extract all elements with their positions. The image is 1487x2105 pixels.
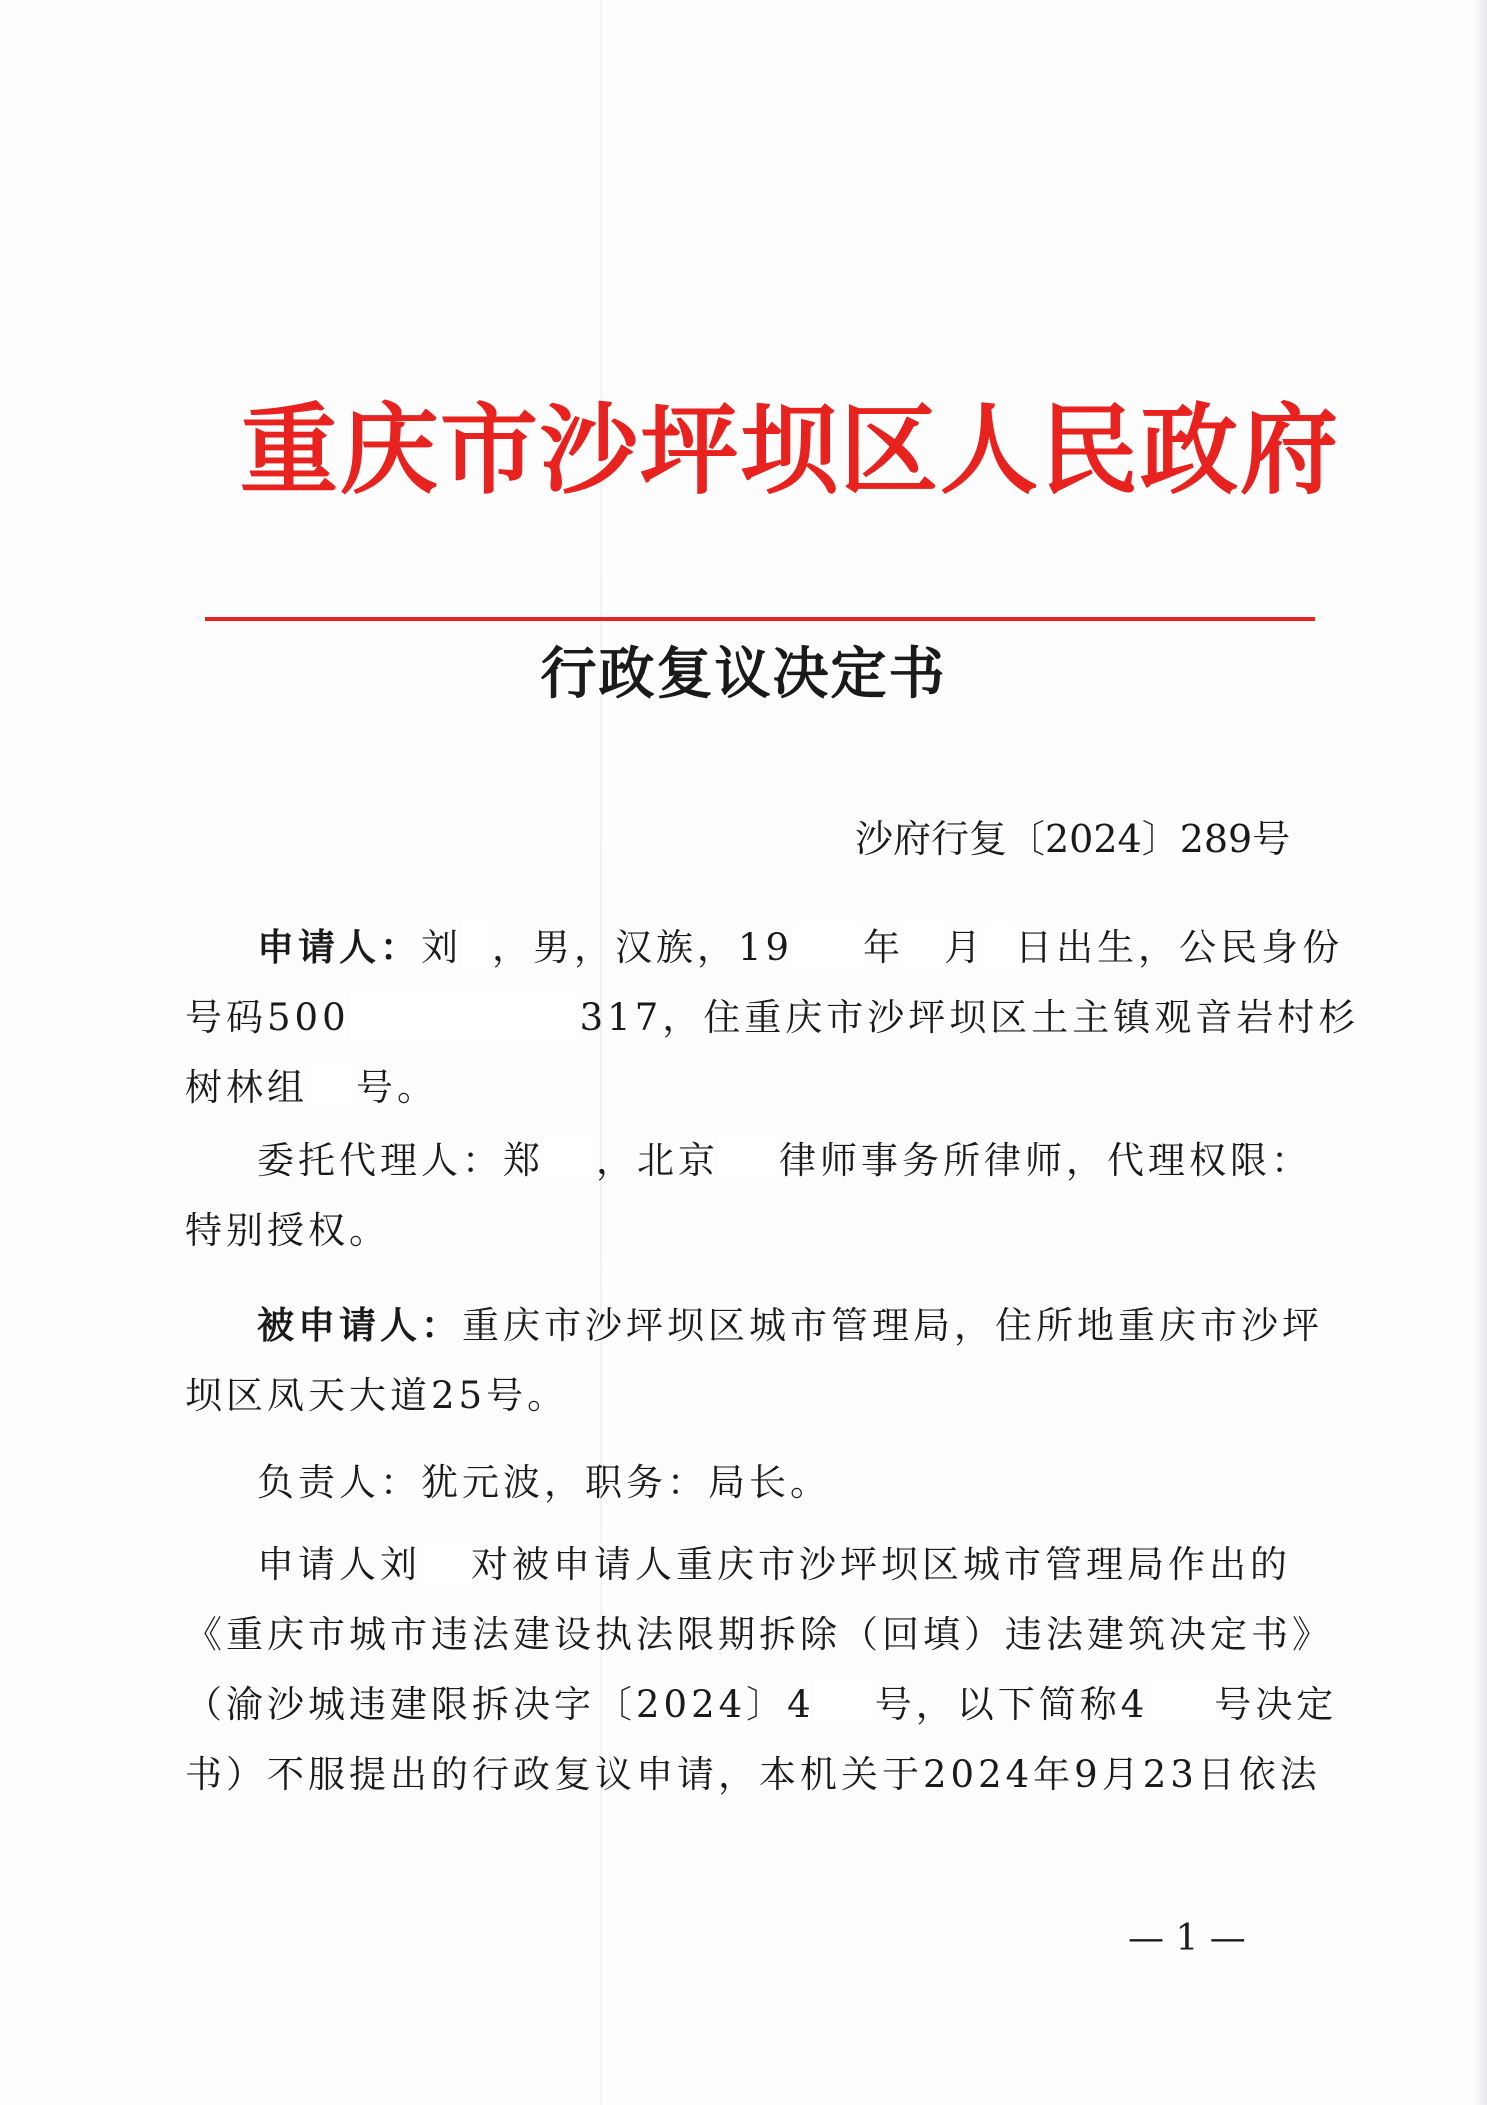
respondent-line-2: 坝区凤天大道25号。: [185, 1374, 569, 1417]
document-title: 行政复议决定书: [540, 641, 947, 707]
page-number: — 1 —: [1128, 1918, 1246, 1959]
redaction: [421, 1539, 471, 1585]
applicant-label: 申请人：: [257, 925, 421, 969]
redaction: [719, 1135, 779, 1181]
redaction: [350, 992, 580, 1038]
applicant-line-1: 申请人：刘 ，男，汉族，19 年 月 日出生，公民身份: [185, 912, 1315, 983]
body-line-2: 《重庆市城市违法建设执法限期拆除（回填）违法建筑决定书》: [185, 1613, 1333, 1656]
body-line-4: 书）不服提出的行政复议申请，本机关于2024年9月23日依法: [185, 1753, 1321, 1796]
red-header-rule: [205, 617, 1315, 621]
responsible-paragraph: [185, 1448, 1315, 1518]
issuing-organization: 重庆市沙坪坝区人民政府: [240, 393, 1341, 508]
agent-line-1: 委托代理人：郑 ，北京 律师事务所律师，代理权限：: [185, 1126, 1315, 1196]
document-number: 沙府行复〔2024〕289号: [855, 817, 1291, 861]
redaction: [793, 922, 863, 968]
redaction: [985, 922, 1015, 968]
redaction: [462, 922, 492, 968]
redaction: [904, 922, 944, 968]
applicant-line-2: 号码500 317，住重庆市沙坪坝区土主镇观音岩村杉: [185, 983, 1315, 1053]
paper-edge-shadow: [1473, 0, 1487, 2105]
redaction: [308, 1062, 356, 1108]
responsible-line: 负责人：犹元波，职务：局长。: [257, 1461, 831, 1504]
applicant-line-3: 树林组 号。: [185, 1053, 1315, 1123]
redaction: [544, 1135, 596, 1181]
respondent-line-1: 被申请人：重庆市沙坪坝区城市管理局，住所地重庆市沙坪: [257, 1303, 1323, 1347]
body-paragraph: [185, 1530, 1338, 1810]
respondent-paragraph: [185, 1290, 1323, 1431]
agent-line-2: 特别授权。: [185, 1209, 390, 1252]
agent-paragraph: [185, 1126, 1315, 1266]
respondent-label: 被申请人：: [257, 1303, 462, 1347]
body-line-1: 申请人刘 对被申请人重庆市沙坪坝区城市管理局作出的: [185, 1530, 1315, 1600]
body-line-3: （渝沙城违建限拆决字〔2024〕4 号，以下简称4 号决定: [185, 1670, 1315, 1740]
redaction: [1148, 1679, 1214, 1725]
applicant-paragraph: [185, 912, 1360, 1123]
redaction: [815, 1679, 875, 1725]
